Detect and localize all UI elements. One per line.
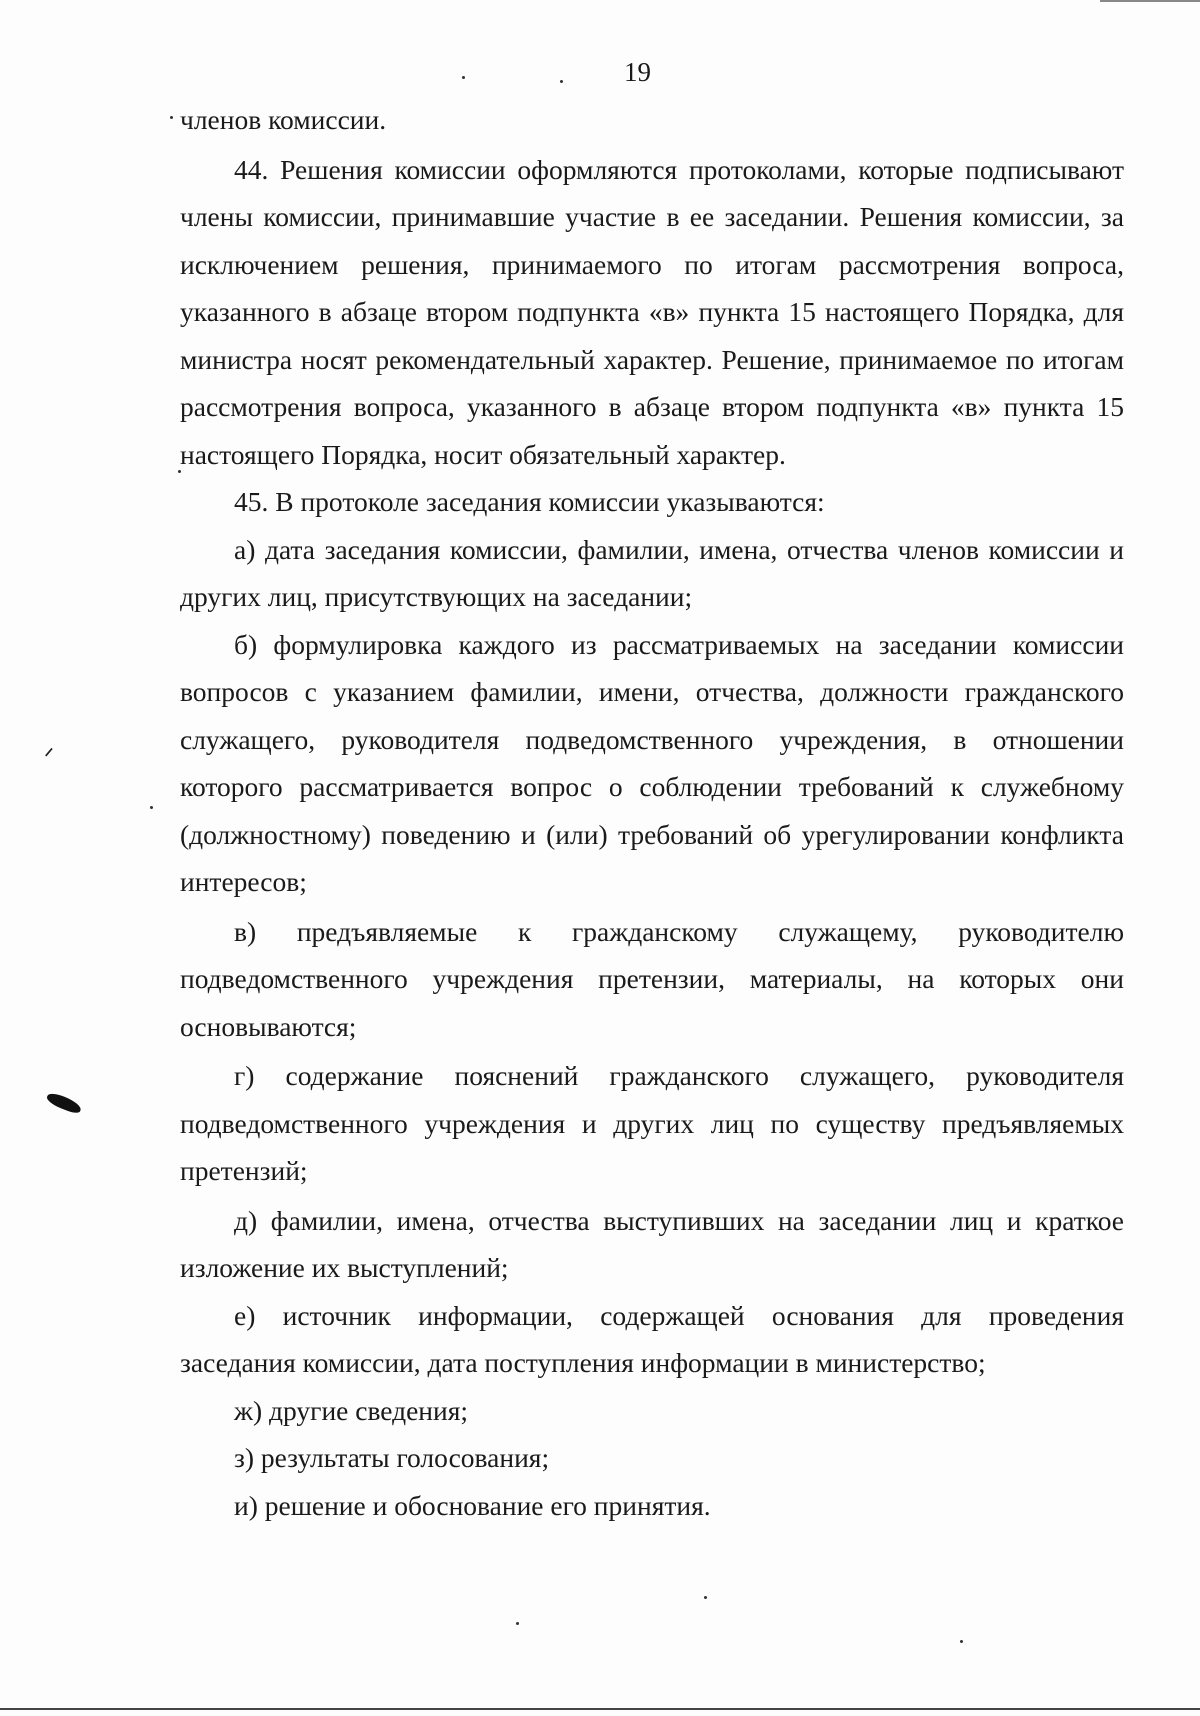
scan-edge-top: [1100, 0, 1200, 2]
list-item-d: д) фамилии, имена, отчества выступивших на заседании лиц и краткое изложение их выступлений;: [180, 1204, 1124, 1283]
page-number: 19: [624, 57, 651, 87]
list-item-b: б) формулировка каждого из рассматриваемых на заседании комиссии вопросов с указанием фамилии, имени, отчества, должности гражданского служащего, руководителя подведомственного учреждения, в отношении которого рассматривается вопрос о соблюдении требований к служебному (должностному) поведению и (или) требований об урегулировании конфликта интересов;: [180, 628, 1124, 897]
scan-mark-icon: ᐟ: [44, 745, 55, 771]
list-item-z: з) результаты голосования;: [234, 1442, 550, 1473]
scan-speck: [170, 116, 173, 119]
list-item-a: а) дата заседания комиссии, фамилии, имена, отчества членов комиссии и других лиц, присутствующих на заседании;: [180, 533, 1124, 612]
scan-speck: [704, 1596, 707, 1599]
scan-speck: [150, 806, 153, 809]
list-item-zh: ж) другие сведения;: [234, 1394, 469, 1426]
scan-speck: [178, 470, 181, 473]
scan-edge-bottom: [0, 1708, 1200, 1710]
scan-speck: [560, 80, 563, 83]
paragraph-45: 45. В протоколе заседания комиссии указываются:: [234, 486, 825, 517]
list-item-v: в) предъявляемые к гражданскому служащему, руководителю подведомственного учреждения претензии, материалы, на которых они основываются;: [180, 915, 1124, 1042]
list-item-e: е) источник информации, содержащей основания для проведения заседания комиссии, дата поступления информации в министерство;: [180, 1299, 1124, 1378]
scan-speck: [516, 1622, 519, 1625]
list-item-i: и) решение и обоснование его принятия.: [234, 1489, 711, 1521]
scan-speck: [462, 76, 465, 79]
paragraph-44: 44. Решения комиссии оформляются протоколами, которые подписывают члены комиссии, принимавшие участие в ее заседании. Решения комиссии, за исключением решения, принимаемого по итогам рассмотрения вопроса, указанного в абзаце втором подпункта «в» пункта 15 настоящего Порядка, для министра носят рекомендательный характер. Решение, принимаемое по итогам рассмотрения вопроса, указанного в абзаце втором подпункта «в» пункта 15 настоящего Порядка, носит обязательный характер.: [180, 153, 1124, 470]
scan-blot-icon: [45, 1091, 83, 1116]
list-item-g: г) содержание пояснений гражданского служащего, руководителя подведомственного учреждения и других лиц по существу предъявляемых претензий;: [180, 1060, 1124, 1186]
paragraph-continuation: членов комиссии.: [180, 104, 387, 135]
scan-speck: [960, 1640, 963, 1643]
document-body: [180, 96, 1124, 1529]
